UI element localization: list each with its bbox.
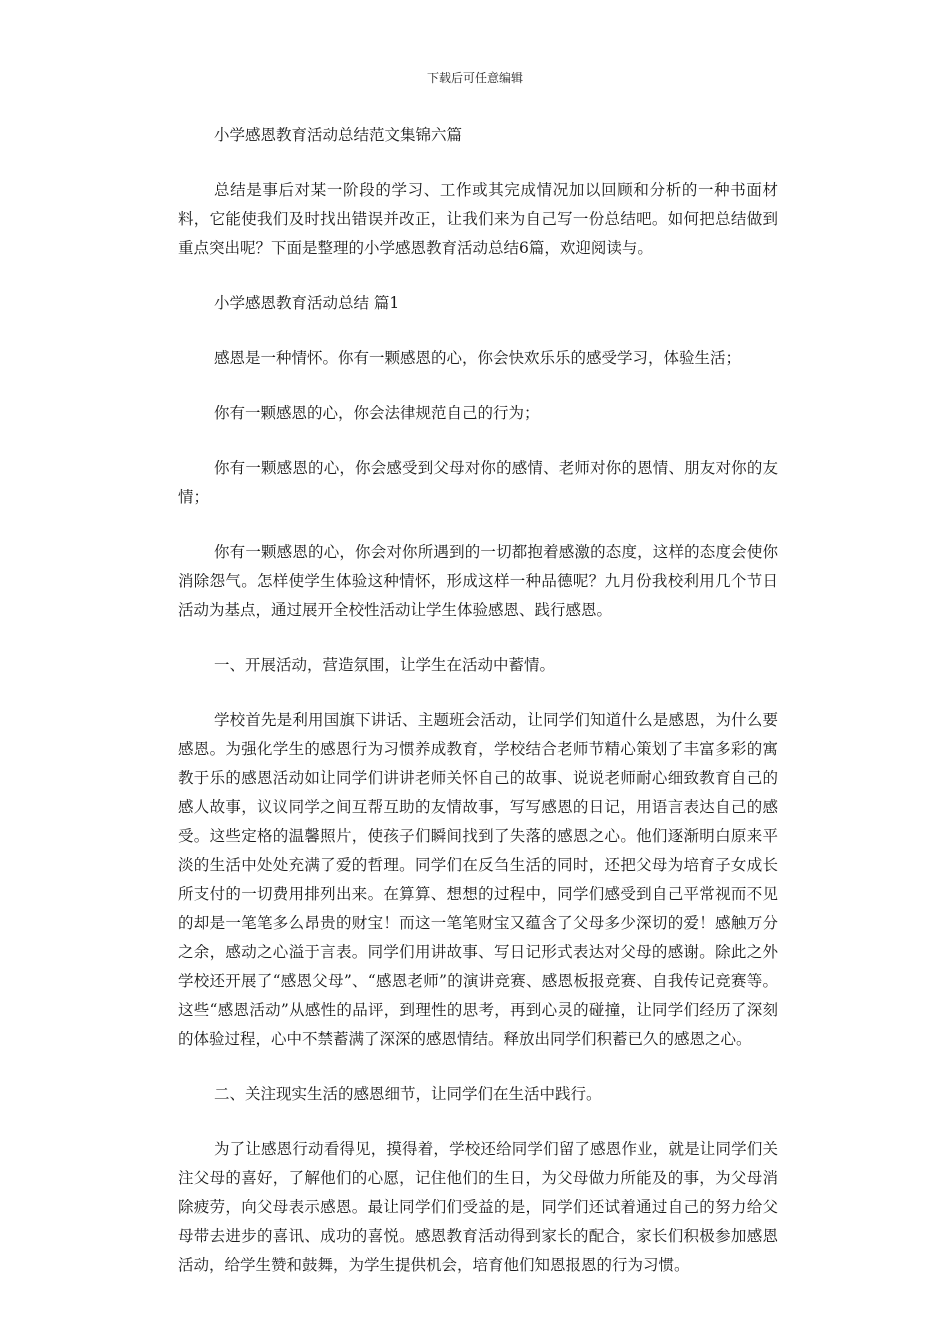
paragraph: 你有一颗感恩的心，你会法律规范自己的行为； [214, 404, 540, 422]
section-heading-daily-life: 二、关注现实生活的感恩细节，让同学们在生活中践行。 [214, 1085, 602, 1103]
section-heading-part1: 小学感恩教育活动总结 篇1 [214, 294, 400, 312]
paragraph: 感恩是一种情怀。你有一颗感恩的心，你会快欢乐乐的感受学习，体验生活； [214, 349, 742, 367]
paragraph: 学校首先是利用国旗下讲话、主题班会活动，让同学们知道什么是感恩，为什么要感恩。为强化学生的感恩行为习惯养成教育，学校结合老师节精心策划了丰富多彩的寓教于乐的感恩活动如让同学们讲讲老师关怀自己的故事、说说老师耐心细致教育自己的感人故事，议议同学之间互帮互助的友情故事，写写感恩的日记，用语言表达自己的感受。这些定格的温馨照片，使孩子们瞬间找到了失落的感恩之心。他们逐渐明白原来平淡的生活中处处充满了爱的哲理。同学们在反刍生活的同时，还把父母为培育子女成长所支付的一切费用排列出来。在算算、想想的过程中，同学们感受到自己平常视而不见的却是一笔笔多么昂贵的财宝！而这一笔笔财宝又蕴含了父母多少深切的爱！感触万分之余，感动之心溢于言表。同学们用讲故事、写日记形式表达对父母的感谢。除此之外学校还开展了“感恩父母”、“感恩老师”的演讲竞赛、感恩板报竞赛、自我传记竞赛等。这些“感恩活动”从感性的品评，到理性的思考，再到心灵的碰撞，让同学们经历了深刻的体验过程，心中不禁蓄满了深深的感恩情结。释放出同学们积蓄已久的感恩之心。 [178, 711, 778, 1048]
paragraph: 你有一颗感恩的心，你会感受到父母对你的感情、老师对你的恩情、朋友对你的友情； [178, 459, 778, 506]
header-note: 下载后可任意编辑 [426, 71, 523, 85]
paragraph: 为了让感恩行动看得见，摸得着，学校还给同学们留了感恩作业，就是让同学们关注父母的喜好，了解他们的心愿，记住他们的生日，为父母做力所能及的事，为父母消除疲劳，向父母表示感恩。最让同学们们受益的是，同学们还试着通过自己的努力给父母带去进步的喜讯、成功的喜悦。感恩教育活动得到家长的配合，家长们积极参加感恩活动，给学生赞和鼓舞，为学生提供机会，培育他们知恩报恩的行为习惯。 [178, 1140, 778, 1274]
document-title: 小学感恩教育活动总结范文集锦六篇 [214, 126, 463, 144]
section-heading-activities: 一、开展活动，营造氛围，让学生在活动中蓄情。 [214, 656, 556, 674]
document-body [178, 121, 778, 1280]
paragraph: 你有一颗感恩的心，你会对你所遇到的一切都抱着感激的态度，这样的态度会使你消除怨气。怎样使学生体验这种情怀，形成这样一种品德呢？九月份我校利用几个节日活动为基点，通过展开全校性活动让学生体验感恩、践行感恩。 [178, 543, 778, 619]
intro-paragraph: 总结是事后对某一阶段的学习、工作或其完成情况加以回顾和分析的一种书面材料，它能使我们及时找出错误并改正，让我们来为自己写一份总结吧。如何把总结做到重点突出呢？下面是整理的小学感恩教育活动总结6篇，欢迎阅读与。 [178, 181, 778, 257]
